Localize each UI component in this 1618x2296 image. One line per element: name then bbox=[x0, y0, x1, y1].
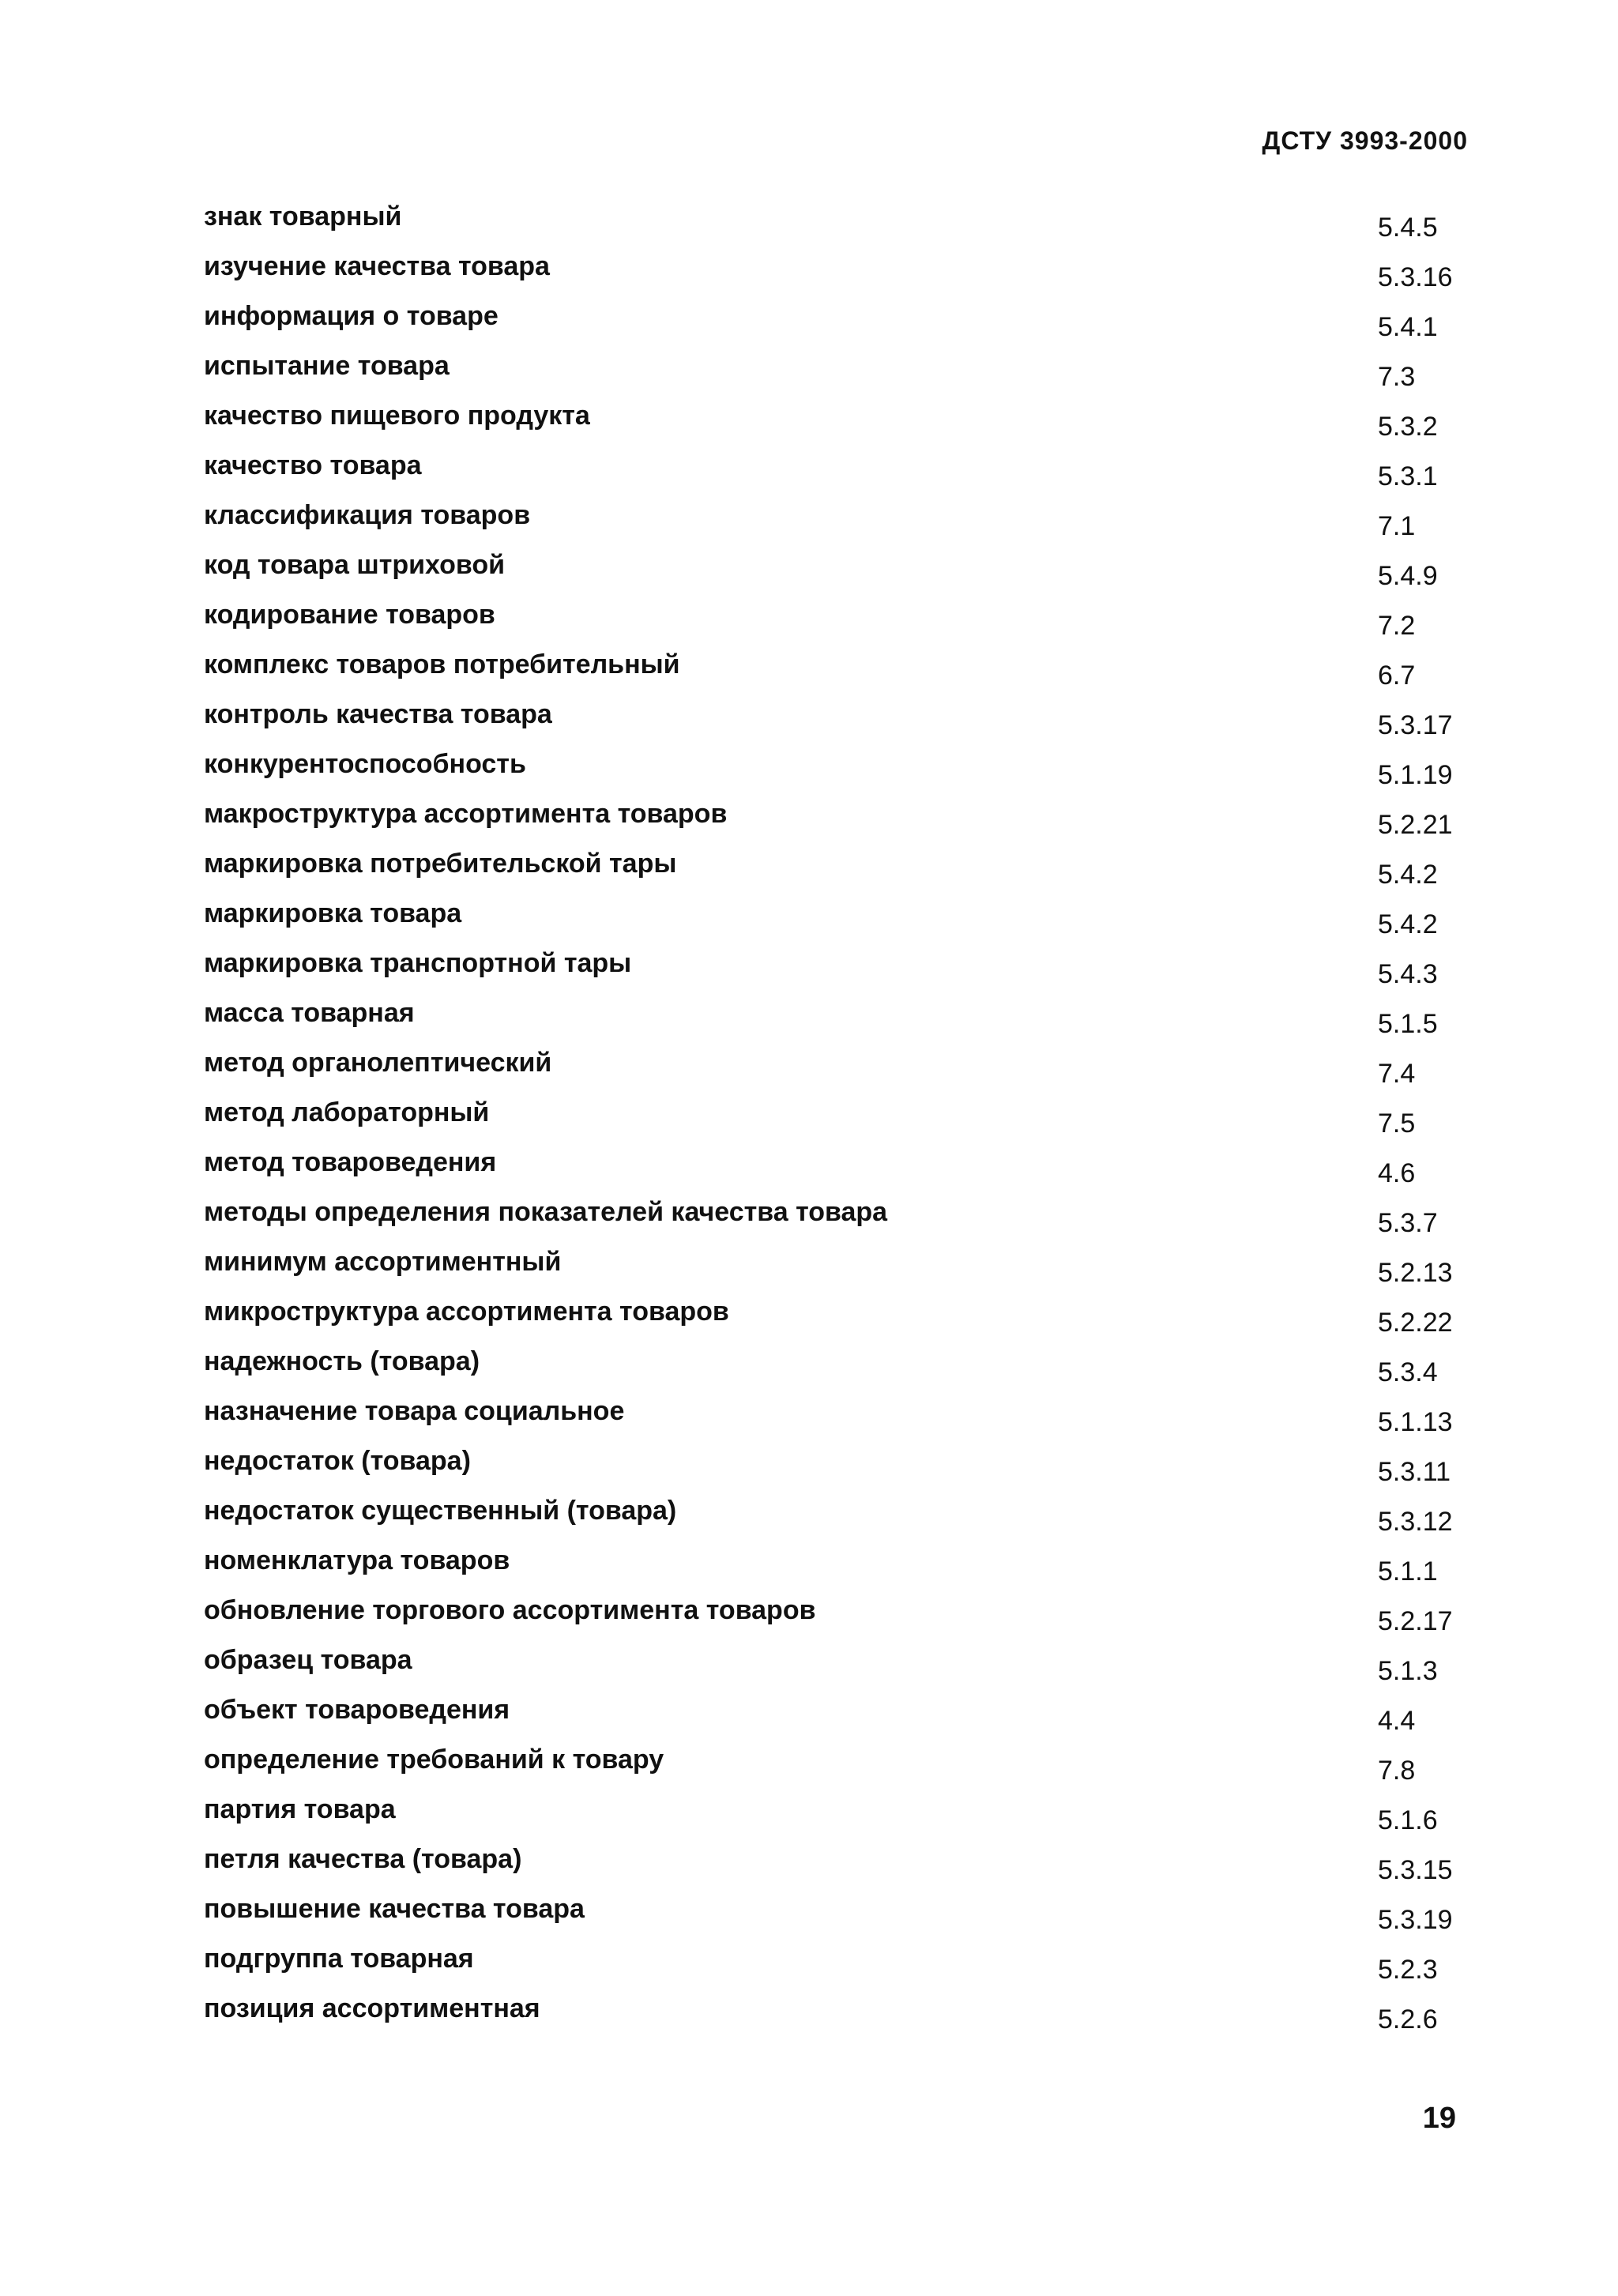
term-index-list bbox=[204, 201, 1499, 2043]
index-entry bbox=[204, 1844, 1499, 1894]
index-term: маркировка транспортной тары bbox=[204, 948, 632, 978]
index-entry bbox=[204, 1048, 1499, 1097]
index-entry bbox=[204, 251, 1499, 301]
index-entry bbox=[204, 948, 1499, 998]
index-term: методы определения показателей качества товара bbox=[204, 1197, 888, 1227]
index-term: микроструктура ассортимента товаров bbox=[204, 1297, 729, 1327]
index-ref: 7.5 bbox=[1378, 1108, 1416, 1139]
index-ref: 5.1.6 bbox=[1378, 1805, 1438, 1835]
index-term: назначение товара социальное bbox=[204, 1396, 625, 1426]
index-entry bbox=[204, 1944, 1499, 1993]
index-entry bbox=[204, 1247, 1499, 1297]
index-ref: 4.4 bbox=[1378, 1706, 1416, 1736]
index-entry bbox=[204, 1346, 1499, 1396]
index-term: информация о товаре bbox=[204, 301, 499, 331]
index-ref: 5.3.4 bbox=[1378, 1357, 1438, 1387]
index-entry bbox=[204, 500, 1499, 550]
document-code: ДСТУ 3993-2000 bbox=[1262, 126, 1468, 155]
index-term: конкурентоспособность bbox=[204, 749, 526, 779]
index-entry bbox=[204, 898, 1499, 948]
index-ref: 5.3.19 bbox=[1378, 1905, 1453, 1935]
index-term: объект товароведения bbox=[204, 1695, 510, 1725]
index-ref: 5.1.5 bbox=[1378, 1009, 1438, 1039]
index-entry bbox=[204, 649, 1499, 699]
index-term: комплекс товаров потребительный bbox=[204, 649, 680, 679]
index-ref: 5.2.21 bbox=[1378, 810, 1453, 840]
index-ref: 5.3.17 bbox=[1378, 710, 1453, 740]
index-entry bbox=[204, 450, 1499, 500]
index-term: метод лабораторный bbox=[204, 1097, 490, 1127]
index-ref: 5.3.12 bbox=[1378, 1507, 1453, 1537]
index-term: маркировка товара bbox=[204, 898, 462, 928]
index-term: минимум ассортиментный bbox=[204, 1247, 562, 1277]
index-term: позиция ассортиментная bbox=[204, 1993, 540, 2023]
index-entry bbox=[204, 1446, 1499, 1496]
index-term: кодирование товаров bbox=[204, 600, 495, 630]
index-ref: 7.8 bbox=[1378, 1756, 1416, 1786]
index-term: определение требований к товару bbox=[204, 1745, 664, 1775]
index-entry bbox=[204, 600, 1499, 649]
index-ref: 5.3.11 bbox=[1378, 1457, 1451, 1487]
index-entry bbox=[204, 1645, 1499, 1695]
index-entry bbox=[204, 550, 1499, 600]
index-ref: 5.1.13 bbox=[1378, 1407, 1453, 1437]
index-ref: 5.3.15 bbox=[1378, 1855, 1453, 1885]
index-ref: 5.4.3 bbox=[1378, 959, 1438, 989]
index-term: надежность (товара) bbox=[204, 1346, 480, 1376]
index-entry bbox=[204, 1695, 1499, 1745]
index-term: классификация товаров bbox=[204, 500, 531, 530]
index-ref: 5.4.5 bbox=[1378, 213, 1438, 243]
index-term: масса товарная bbox=[204, 998, 415, 1028]
index-entry bbox=[204, 1595, 1499, 1645]
index-entry bbox=[204, 1496, 1499, 1545]
index-term: подгруппа товарная bbox=[204, 1944, 474, 1974]
index-term: код товара штриховой bbox=[204, 550, 505, 580]
index-entry bbox=[204, 1545, 1499, 1595]
index-entry bbox=[204, 1097, 1499, 1147]
index-ref: 7.2 bbox=[1378, 611, 1416, 641]
index-term: маркировка потребительской тары bbox=[204, 849, 677, 879]
index-ref: 5.4.2 bbox=[1378, 860, 1438, 890]
index-ref: 7.3 bbox=[1378, 362, 1416, 392]
index-term: испытание товара bbox=[204, 351, 450, 381]
index-term: знак товарный bbox=[204, 201, 402, 231]
index-ref: 5.3.16 bbox=[1378, 262, 1453, 292]
index-term: макроструктура ассортимента товаров bbox=[204, 799, 728, 829]
index-entry bbox=[204, 351, 1499, 401]
index-entry bbox=[204, 799, 1499, 849]
index-ref: 5.4.1 bbox=[1378, 312, 1438, 342]
index-term: недостаток (товара) bbox=[204, 1446, 471, 1476]
index-term: качество пищевого продукта bbox=[204, 401, 590, 431]
index-ref: 5.1.3 bbox=[1378, 1656, 1438, 1686]
index-entry bbox=[204, 1993, 1499, 2043]
index-ref: 5.3.1 bbox=[1378, 461, 1438, 491]
index-entry bbox=[204, 749, 1499, 799]
index-ref: 5.3.2 bbox=[1378, 412, 1438, 442]
index-entry bbox=[204, 201, 1499, 251]
index-ref: 6.7 bbox=[1378, 661, 1416, 691]
index-term: петля качества (товара) bbox=[204, 1844, 522, 1874]
index-term: метод органолептический bbox=[204, 1048, 552, 1078]
index-term: повышение качества товара bbox=[204, 1894, 585, 1924]
index-entry bbox=[204, 1197, 1499, 1247]
index-ref: 7.4 bbox=[1378, 1059, 1416, 1089]
page-number: 19 bbox=[1422, 2102, 1456, 2135]
index-entry bbox=[204, 1794, 1499, 1844]
index-entry bbox=[204, 401, 1499, 450]
index-entry bbox=[204, 998, 1499, 1048]
index-ref: 5.2.6 bbox=[1378, 2004, 1438, 2034]
index-term: контроль качества товара bbox=[204, 699, 552, 729]
index-term: обновление торгового ассортимента товаров bbox=[204, 1595, 816, 1625]
index-entry bbox=[204, 1147, 1499, 1197]
index-entry bbox=[204, 1745, 1499, 1794]
index-entry bbox=[204, 849, 1499, 898]
index-entry bbox=[204, 301, 1499, 351]
index-ref: 5.3.7 bbox=[1378, 1208, 1438, 1238]
index-ref: 5.2.3 bbox=[1378, 1955, 1438, 1985]
index-ref: 5.4.2 bbox=[1378, 909, 1438, 939]
index-term: недостаток существенный (товара) bbox=[204, 1496, 677, 1526]
index-term: партия товара bbox=[204, 1794, 396, 1824]
index-term: изучение качества товара bbox=[204, 251, 550, 281]
index-term: качество товара bbox=[204, 450, 422, 480]
index-ref: 5.1.19 bbox=[1378, 760, 1453, 790]
index-ref: 5.1.1 bbox=[1378, 1556, 1438, 1586]
index-ref: 5.2.13 bbox=[1378, 1258, 1453, 1288]
index-entry bbox=[204, 1396, 1499, 1446]
index-ref: 5.4.9 bbox=[1378, 561, 1438, 591]
index-entry bbox=[204, 699, 1499, 749]
index-ref: 7.1 bbox=[1378, 511, 1416, 541]
index-ref: 4.6 bbox=[1378, 1158, 1416, 1188]
index-entry bbox=[204, 1297, 1499, 1346]
index-term: образец товара bbox=[204, 1645, 412, 1675]
index-term: метод товароведения bbox=[204, 1147, 497, 1177]
index-term: номенклатура товаров bbox=[204, 1545, 510, 1575]
index-ref: 5.2.17 bbox=[1378, 1606, 1453, 1636]
index-ref: 5.2.22 bbox=[1378, 1308, 1453, 1338]
index-entry bbox=[204, 1894, 1499, 1944]
